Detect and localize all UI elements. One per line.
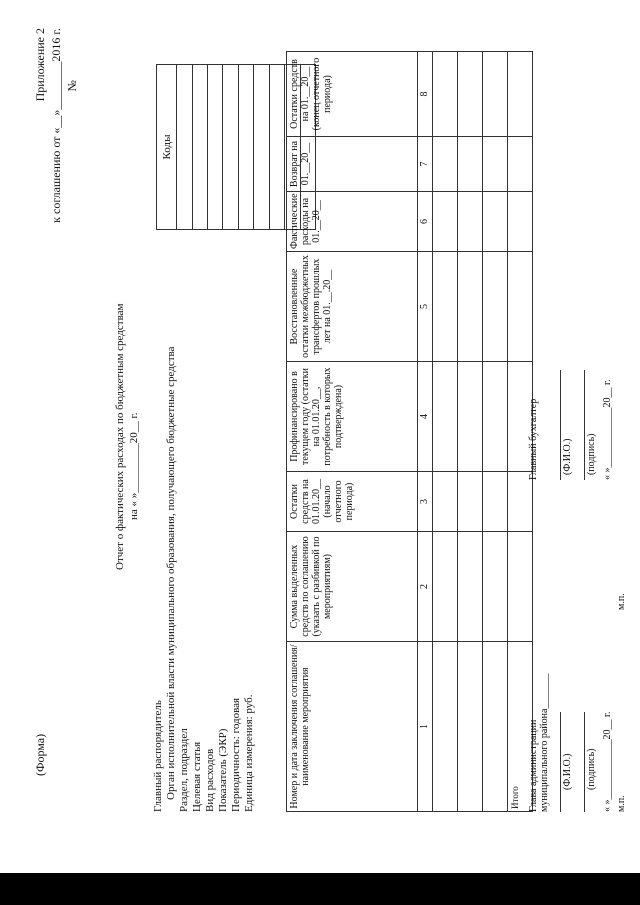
info-line: Периодичность: годовая bbox=[230, 697, 242, 812]
column-header: Фактические расходы на 01.__20__ bbox=[287, 192, 418, 252]
table-cell bbox=[458, 532, 483, 642]
column-number: 4 bbox=[418, 362, 433, 472]
table-row bbox=[433, 52, 458, 812]
table-cell bbox=[483, 192, 508, 252]
report-table bbox=[286, 51, 533, 812]
info-line: Главный распорядитель bbox=[152, 700, 164, 812]
table-cell bbox=[458, 252, 483, 362]
signature-line bbox=[560, 712, 561, 812]
table-cell bbox=[483, 137, 508, 192]
table-row bbox=[483, 52, 508, 812]
signature-line bbox=[584, 370, 585, 480]
column-number: 5 bbox=[418, 252, 433, 362]
table-cell bbox=[433, 137, 458, 192]
head-district: муниципального района_______ bbox=[539, 673, 550, 812]
form-label: (Форма) bbox=[33, 733, 47, 776]
scan-border bbox=[0, 873, 640, 905]
agreement-line: к соглашению от «__»________2016 г. bbox=[49, 28, 63, 223]
fio-label: (Ф.И.О.) bbox=[562, 438, 573, 475]
column-header: Восстановленные остатки межбюджетных трансфертов прошлых лет на 01.__.20__ bbox=[287, 252, 418, 362]
table-cell bbox=[508, 192, 533, 252]
table-cell bbox=[433, 362, 458, 472]
info-line: Целевая статья bbox=[191, 741, 203, 812]
signature-label: (подпись) bbox=[586, 748, 597, 790]
agreement-number: № bbox=[65, 80, 79, 92]
info-line: Показатель (ЭКР) bbox=[217, 728, 229, 812]
column-number: 3 bbox=[418, 472, 433, 532]
table-cell bbox=[483, 532, 508, 642]
column-header: Остатки средств на 01.01.20__ (начало отчетного периода) bbox=[287, 472, 418, 532]
table-cell bbox=[508, 472, 533, 532]
column-header: Возврат на 01.__20__ bbox=[287, 137, 418, 192]
column-number: 2 bbox=[418, 532, 433, 642]
table-cell bbox=[458, 52, 483, 137]
table-cell bbox=[508, 252, 533, 362]
info-line: Единица измерения: руб. bbox=[243, 694, 255, 812]
fio-label: (Ф.И.О.) bbox=[562, 753, 573, 790]
code-cell bbox=[254, 65, 269, 230]
table-cell bbox=[508, 137, 533, 192]
table-cell bbox=[433, 52, 458, 137]
column-header: Остатки средств на 01.__20__ (конец отчетного периода) bbox=[287, 52, 418, 137]
report-date: на « »_________20__ г. bbox=[128, 412, 140, 520]
code-cell bbox=[208, 65, 223, 230]
column-number: 1 bbox=[418, 642, 433, 812]
table-cell bbox=[508, 52, 533, 137]
report-title: Отчет о фактических расходах по бюджетным средствам bbox=[114, 303, 126, 570]
codes-header: Коды bbox=[157, 65, 177, 230]
info-line: Вид расходов bbox=[204, 748, 216, 812]
table-header-row bbox=[287, 52, 418, 812]
table-cell bbox=[458, 192, 483, 252]
accountant-title: Главный бухгалтер bbox=[528, 398, 539, 480]
code-cell bbox=[238, 65, 253, 230]
table-cell bbox=[483, 362, 508, 472]
table-row bbox=[458, 52, 483, 812]
signature-line bbox=[584, 712, 585, 812]
column-header: Профинансировано в текущем году (остатки на 01.01.20__, потребность в которых подтверждена) bbox=[287, 362, 418, 472]
table-cell bbox=[458, 472, 483, 532]
table-cell bbox=[433, 252, 458, 362]
table-cell bbox=[458, 137, 483, 192]
signature-line bbox=[560, 370, 561, 480]
total-label: Итого bbox=[508, 642, 533, 812]
table-cell bbox=[508, 532, 533, 642]
code-cell bbox=[177, 65, 192, 230]
stamp-label: м.п. bbox=[616, 593, 627, 610]
table-cell bbox=[483, 472, 508, 532]
code-cell bbox=[223, 65, 238, 230]
code-cell bbox=[192, 65, 207, 230]
signature-label: (подпись) bbox=[586, 433, 597, 475]
stamp-label: м.п. bbox=[616, 795, 627, 812]
appendix-label: Приложение 2 bbox=[33, 28, 47, 102]
column-number-row bbox=[418, 52, 433, 812]
info-line: Раздел, подраздел bbox=[178, 728, 190, 812]
table-cell bbox=[483, 252, 508, 362]
column-header: Сумма выделенных средств по соглашению (указать с разбивкой по мероприятиям) bbox=[287, 532, 418, 642]
date-line: « »____________20__ г. bbox=[602, 711, 613, 812]
date-line: « »____________20__ г. bbox=[602, 379, 613, 480]
code-cell bbox=[269, 65, 284, 230]
table-cell bbox=[483, 52, 508, 137]
head-title: Глава администрации bbox=[528, 719, 539, 812]
table-cell bbox=[483, 642, 508, 812]
info-line: Орган исполнительной власти муниципального образования, получающего бюджетные средства bbox=[165, 346, 177, 800]
column-number: 8 bbox=[418, 52, 433, 137]
column-number: 6 bbox=[418, 192, 433, 252]
table-cell bbox=[433, 472, 458, 532]
table-cell bbox=[433, 532, 458, 642]
table-cell bbox=[433, 192, 458, 252]
table-cell bbox=[458, 362, 483, 472]
table-cell bbox=[433, 642, 458, 812]
column-number: 7 bbox=[418, 137, 433, 192]
column-header: Номер и дата заключения соглашения/наименование мероприятия bbox=[287, 642, 418, 812]
table-cell bbox=[458, 642, 483, 812]
document-page bbox=[24, 20, 627, 820]
